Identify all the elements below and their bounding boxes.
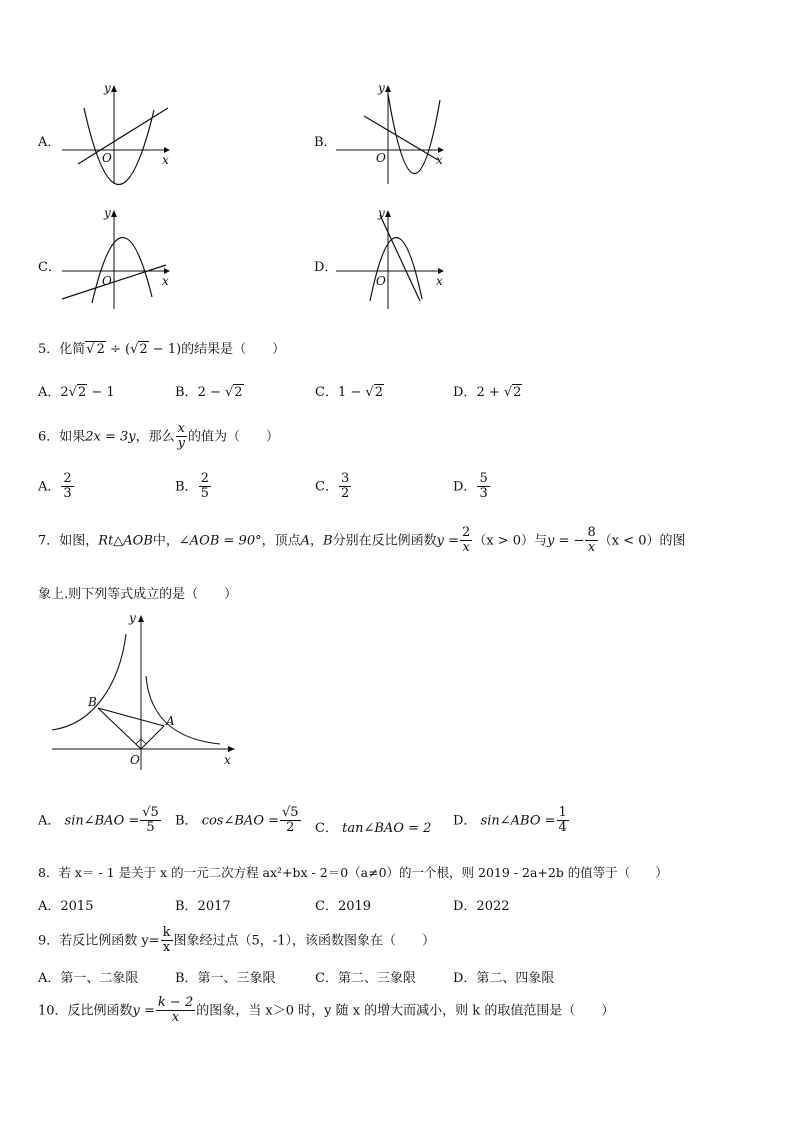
q7-option-a[interactable]: A． sin∠BAO = $\frac{√5}{5}$ bbox=[38, 805, 159, 836]
q9-option-c[interactable]: C．第二、三象限 bbox=[315, 971, 416, 986]
x-axis-label: x bbox=[436, 274, 443, 288]
q8-option-c[interactable]: C．2019 bbox=[315, 899, 372, 914]
q5-option-b[interactable]: B．2 − √2 bbox=[175, 385, 243, 400]
origin-label: O bbox=[102, 274, 112, 288]
origin-label: O bbox=[376, 274, 386, 288]
option-a-label: A． bbox=[38, 135, 61, 150]
y-axis-label: y bbox=[378, 206, 385, 220]
graph-c bbox=[58, 205, 178, 315]
question-7-line2: 象上.则下列等式成立的是（ ） bbox=[38, 587, 238, 602]
question-9: 9．若反比例函数 y= $\frac{k}{x}$ 图象经过点（5，-1），该函数图象在（ ） bbox=[38, 925, 435, 956]
origin-label: O bbox=[376, 151, 386, 165]
question-7: 7．如图，Rt△AOB中，∠AOB = 90°，顶点A，B分别在反比例函数y = $\frac{2}{x}$ （x > 0）与y = − $\frac{8}{x}$ （x < 0）的图 bbox=[38, 525, 686, 556]
option-c-label: C． bbox=[38, 260, 61, 275]
question-10: 10．反比例函数y = $\frac{k - 2}{x}$ 的图象，当 x＞0 时，y 随 x 的增大而减小，则 k 的取值范围是（ ） bbox=[38, 995, 615, 1026]
option-d-label: D． bbox=[314, 260, 338, 275]
q6-option-b[interactable]: B． $\frac{2}{5}$ bbox=[175, 471, 209, 502]
q7-option-c[interactable]: C． tan∠BAO = 2 bbox=[315, 821, 432, 836]
origin-label: O bbox=[130, 753, 140, 767]
y-axis-label: y bbox=[129, 611, 136, 625]
y-axis-label: y bbox=[378, 81, 385, 95]
q5-option-d[interactable]: D．2 + √2 bbox=[453, 385, 522, 400]
q6-option-c[interactable]: C． $\frac{3}{2}$ bbox=[315, 471, 350, 502]
x-axis-label: x bbox=[436, 153, 443, 167]
q7-figure bbox=[50, 612, 240, 772]
question-8: 8．若 x＝ - 1 是关于 x 的一元二次方程 ax²+bx - 2＝0（a≠0）的一个根，则 2019 - 2a+2b 的值等于（ ） bbox=[38, 865, 668, 880]
q7-option-b[interactable]: B． cos∠BAO = $\frac{√5}{2}$ bbox=[175, 805, 299, 836]
q8-option-d[interactable]: D．2022 bbox=[453, 899, 510, 914]
origin-label: O bbox=[102, 151, 112, 165]
q8-option-b[interactable]: B．2017 bbox=[175, 899, 231, 914]
graph-d bbox=[332, 205, 452, 315]
graph-a bbox=[58, 80, 178, 190]
q8-option-a[interactable]: A．2015 bbox=[38, 899, 94, 914]
point-b-label: B bbox=[88, 695, 97, 709]
y-axis-label: y bbox=[104, 206, 111, 220]
question-5: 5．化简√ 2 ÷ (√2 − 1)的结果是（ ） bbox=[38, 342, 286, 357]
x-axis-label: x bbox=[162, 274, 169, 288]
q5-option-c[interactable]: C．1 − √2 bbox=[315, 385, 383, 400]
x-axis-label: x bbox=[162, 153, 169, 167]
q7-option-d[interactable]: D． sin∠ABO = $\frac{1}{4}$ bbox=[453, 805, 567, 836]
q9-option-b[interactable]: B．第一、三象限 bbox=[175, 971, 276, 986]
q9-option-d[interactable]: D．第二、四象限 bbox=[453, 971, 555, 986]
q6-option-d[interactable]: D． $\frac{5}{3}$ bbox=[453, 471, 488, 502]
q9-option-a[interactable]: A．第一、二象限 bbox=[38, 971, 139, 986]
option-b-label: B． bbox=[314, 135, 337, 150]
x-axis-label: x bbox=[224, 753, 231, 767]
graph-b bbox=[332, 80, 452, 190]
y-axis-label: y bbox=[104, 81, 111, 95]
q6-option-a[interactable]: A． $\frac{2}{3}$ bbox=[38, 471, 72, 502]
question-6: 6．如果2x = 3y，那么 $\frac{x}{y}$ 的值为（ ） bbox=[38, 421, 280, 452]
point-a-label: A bbox=[166, 714, 175, 728]
q5-option-a[interactable]: A．2√2 − 1 bbox=[38, 385, 115, 400]
